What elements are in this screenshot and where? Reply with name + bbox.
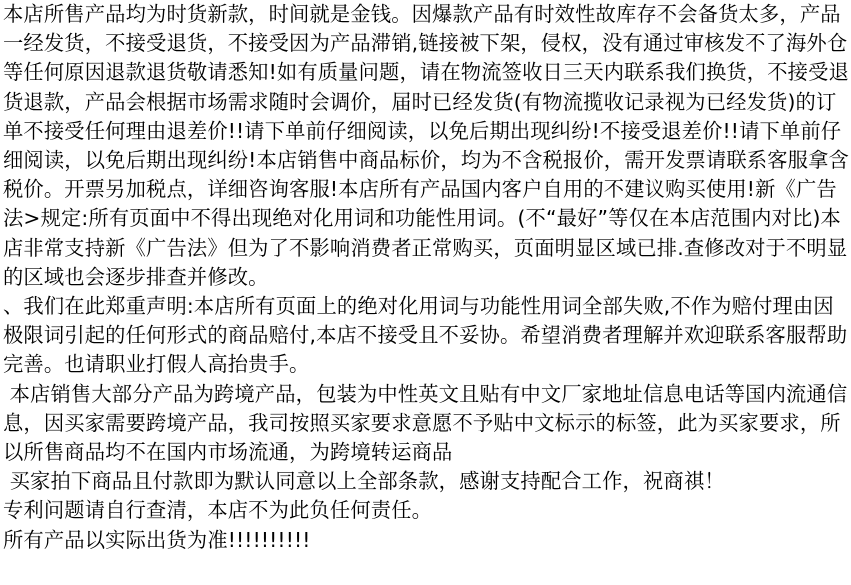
policy-paragraph-shipping: 所有产品以实际出货为准!!!!!!!!!!	[3, 527, 311, 552]
policy-paragraph-agreement: 买家拍下商品且付款即为默认同意以上全部条款，感谢支持配合工作，祝商祺！	[3, 469, 725, 494]
policy-paragraph-patent: 专利问题请自行查清，本店不为此负任何责任。	[3, 498, 433, 523]
policy-paragraph-disclaimer: 、我们在此郑重声明:本店所有页面上的绝对化用词与功能性用词全部失败,不作为赔付理由因极限词引起的任何形式的商品赔付,本店不接受且不妥协。希望消费者理解并欢迎联系客服帮助完善。也请职业打假人高抬贵手。	[3, 294, 848, 377]
policy-paragraph-sales-terms: 本店所售产品均为时货新款，时间就是金钱。因爆款产品有时效性故库存不会备货太多，产品一经发货，不接受退货，不接受因为产品滞销,链接被下架，侵权，没有通过审核发不了海外仓等任何原因退款退货敬请悉知!如有质量问题，请在物流签收日三天内联系我们换货，不接受退货退款，产品会根据市场需求随时会调价，届时已经发货(有物流揽收记录视为已经发货)的订单不接受任何理由退差价!!请下单前仔细阅读，以免后期出现纠纷!不接受退差价!!请下单前仔细阅读，以免后期出现纠纷!本店销售中商品标价，均为不含税报价，需开发票请联系客服拿含税价。开票另加税点，详细咨询客服!本店所有产品国内客户自用的不建议购买使用!新《广告法>规定:所有页面中不得出现绝对化用词和功能性用词。(不“最好”等仅在本店范围内对比)本店非常支持新《广告法》但为了不影响消费者正常购买，页面明显区域已排.查修改对于不明显的区域也会逐步排查并修改。	[3, 2, 849, 289]
policy-paragraph-cross-border: 本店销售大部分产品为跨境产品，包装为中性英文且贴有中文厂家地址信息电话等国内流通信息，因买家需要跨境产品，我司按照买家要求意愿不予贴中文标示的标签，此为买家要求，所以所售商品均不在国内市场流通，为跨境转运商品	[3, 381, 848, 465]
policy-document	[3, 0, 849, 555]
